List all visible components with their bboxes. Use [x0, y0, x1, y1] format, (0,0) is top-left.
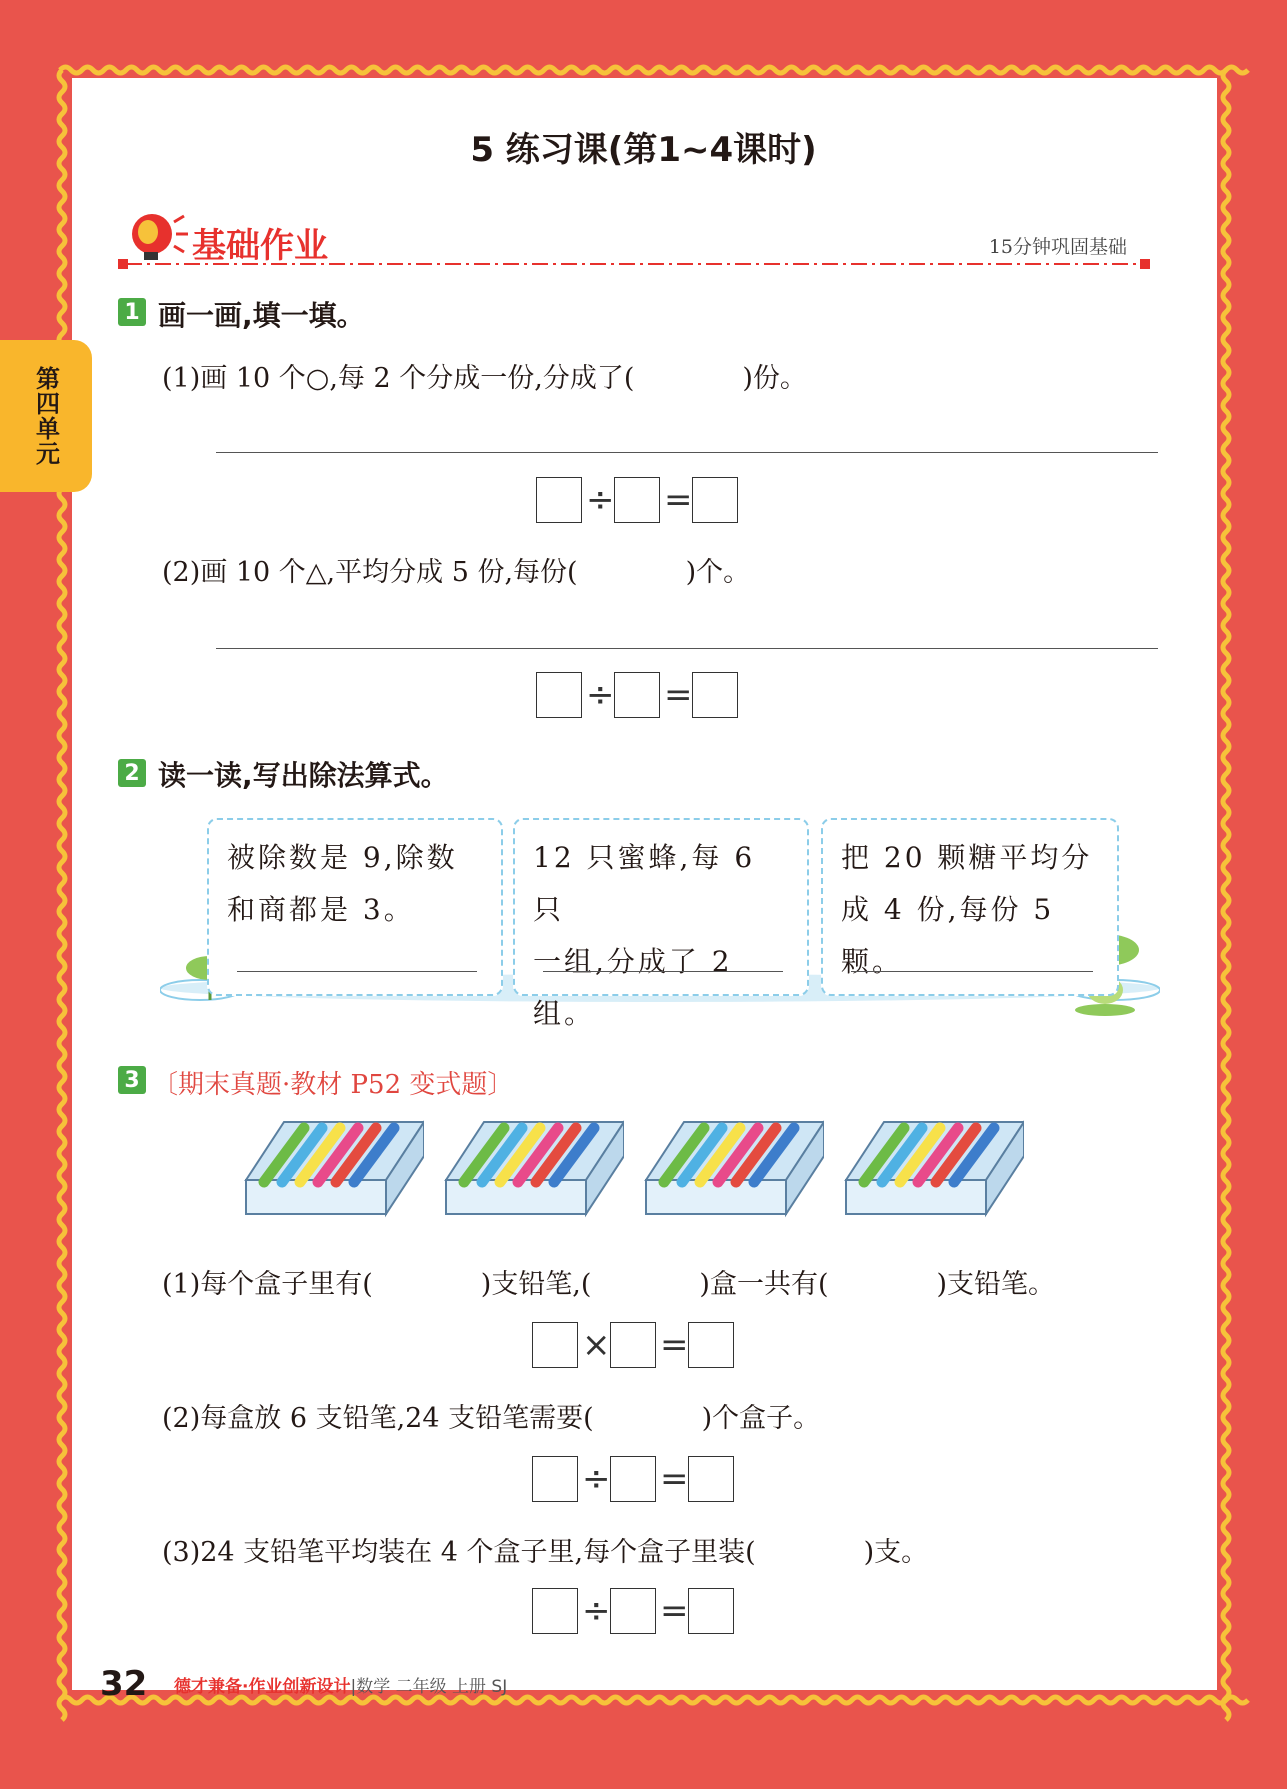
equals-sign: = — [660, 1459, 689, 1499]
divide-sign: ÷ — [582, 1459, 611, 1499]
equation-row-2 — [536, 672, 738, 718]
answer-box[interactable] — [610, 1456, 656, 1502]
pencil-box-icon — [844, 1120, 1024, 1236]
pencil-boxes-illustration — [244, 1120, 1044, 1240]
pencil-box-icon — [244, 1120, 424, 1236]
divide-sign: ÷ — [586, 675, 615, 715]
question-3-item-3: (3)24 支铅笔平均装在 4 个盒子里,每个盒子里装( )支。 — [162, 1537, 929, 1568]
drawing-line-2[interactable] — [216, 648, 1158, 649]
equals-sign: = — [660, 1591, 689, 1631]
answer-line[interactable] — [543, 971, 783, 972]
answer-box[interactable] — [614, 477, 660, 523]
card-text: 和商都是 3。 — [227, 893, 415, 926]
question-3-source-tag: 〔期末真题·教材 P52 变式题〕 — [152, 1070, 514, 1100]
question-1-item-1: (1)画 10 个○,每 2 个分成一份,分成了( )份。 — [162, 363, 807, 394]
answer-box[interactable] — [688, 1456, 734, 1502]
question-3-number: 3 — [118, 1066, 146, 1094]
multiply-sign: × — [582, 1325, 611, 1365]
pencil-box-icon — [444, 1120, 624, 1236]
equation-row-4 — [532, 1456, 734, 1502]
section-title: 基础作业 — [192, 226, 328, 266]
page-title: 5 练习课(第1~4课时) — [470, 130, 817, 170]
equation-row-1 — [536, 477, 738, 523]
page-number: 32 — [100, 1664, 148, 1704]
equals-sign: = — [664, 675, 693, 715]
question-2-number: 2 — [118, 759, 146, 787]
section-subtitle: 15分钟巩固基础 — [988, 236, 1127, 258]
answer-box[interactable] — [692, 672, 738, 718]
reading-card-2 — [513, 818, 809, 1030]
answer-box[interactable] — [532, 1322, 578, 1368]
footer-subject: |数学 二年级 上册 SJ — [350, 1677, 508, 1697]
divide-sign: ÷ — [586, 480, 615, 520]
answer-box[interactable] — [536, 672, 582, 718]
answer-box[interactable] — [614, 672, 660, 718]
question-1-number: 1 — [118, 298, 146, 326]
question-1-title: 画一画,填一填。 — [158, 299, 365, 332]
equals-sign: = — [664, 480, 693, 520]
equation-row-5 — [532, 1588, 734, 1634]
divide-sign: ÷ — [582, 1591, 611, 1631]
reading-card-3 — [821, 818, 1119, 996]
answer-line[interactable] — [851, 971, 1093, 972]
footer-text — [174, 1672, 507, 1697]
question-2-title: 读一读,写出除法算式。 — [158, 759, 449, 792]
answer-box[interactable] — [610, 1322, 656, 1368]
question-3-item-1: (1)每个盒子里有( )支铅笔,( )盒一共有( )支铅笔。 — [162, 1269, 1056, 1300]
equals-sign: = — [660, 1325, 689, 1365]
answer-box[interactable] — [610, 1588, 656, 1634]
question-3-item-2: (2)每盒放 6 支铅笔,24 支铅笔需要( )个盒子。 — [162, 1403, 821, 1434]
answer-line[interactable] — [237, 971, 477, 972]
card-text: 一组,分成了 2 组。 — [533, 945, 733, 1030]
answer-box[interactable] — [692, 477, 738, 523]
reading-card-1 — [207, 818, 503, 996]
card-text: 把 20 颗糖平均分 — [841, 841, 1093, 874]
card-text: 12 只蜜蜂,每 6 只 — [533, 841, 756, 926]
answer-box[interactable] — [536, 477, 582, 523]
answer-box[interactable] — [532, 1456, 578, 1502]
unit-side-tab-label: 第四单元 — [31, 366, 60, 466]
equation-row-3 — [532, 1322, 734, 1368]
footer-brand: 德才兼备·作业创新设计 — [174, 1677, 351, 1697]
answer-box[interactable] — [532, 1588, 578, 1634]
answer-box[interactable] — [688, 1588, 734, 1634]
question-1-item-2: (2)画 10 个△,平均分成 5 份,每份( )个。 — [162, 557, 751, 588]
pencil-box-icon — [644, 1120, 824, 1236]
card-text: 被除数是 9,除数 — [227, 841, 458, 874]
unit-side-tab — [0, 340, 92, 492]
section-divider — [118, 256, 1158, 272]
card-text: 成 4 份,每份 5 颗。 — [841, 893, 1055, 978]
drawing-line-1[interactable] — [216, 452, 1158, 453]
answer-box[interactable] — [688, 1322, 734, 1368]
